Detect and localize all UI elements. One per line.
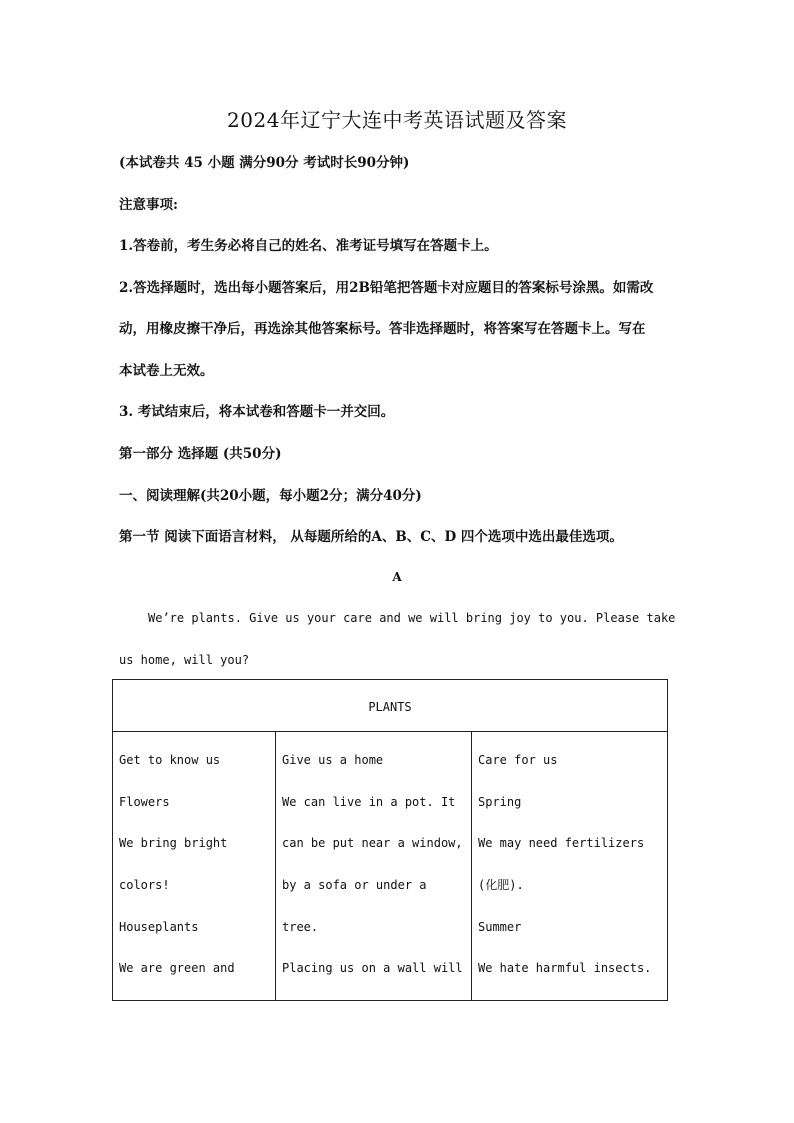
- table-cell: (化肥).: [478, 878, 524, 893]
- column-get-to-know-us: [113, 732, 276, 1001]
- column-give-us-a-home: [276, 732, 472, 1001]
- table-cell: Care for us: [478, 753, 558, 767]
- section-one-instruction: 第一节 阅读下面语言材料， 从每题所给的A、B、C、D 四个选项中选出最佳选项。: [119, 529, 623, 545]
- table-header: [113, 680, 668, 732]
- table-cell: tree.: [282, 919, 319, 934]
- table-cell: We are green and: [119, 961, 235, 976]
- passage-intro-line-2: us home, will you?: [119, 653, 250, 667]
- table-cell: Give us a home: [282, 753, 384, 767]
- page-title: 2024年辽宁大连中考英语试题及答案: [227, 108, 567, 132]
- table-cell: We hate harmful insects.: [478, 961, 652, 976]
- table-cell: We may need fertilizers: [478, 836, 645, 851]
- notice-item-2-line-1: 2.答选择题时，选出每小题答案后，用2B铅笔把答题卡对应题目的答案标号涂黑。如需改: [119, 280, 654, 296]
- exam-info: (本试卷共 45 小题 满分90分 考试时长90分钟): [119, 155, 410, 171]
- notice-item-2-line-3: 本试卷上无效。: [119, 363, 214, 379]
- table-cell: Spring: [478, 794, 522, 809]
- notice-heading: 注意事项:: [119, 197, 178, 213]
- table-cell: Flowers: [119, 794, 170, 809]
- notice-item-2-line-2: 动，用橡皮擦干净后，再选涂其他答案标号。答非选择题时，将答案写在答题卡上。写在: [119, 321, 646, 337]
- section-one-heading: 一、阅读理解(共20小题，每小题2分；满分40分): [119, 488, 422, 504]
- table-cell: Houseplants: [119, 919, 199, 934]
- passage-label: A: [392, 570, 402, 584]
- table-cell: We bring bright: [119, 836, 228, 851]
- notice-item-3: 3. 考试结束后，将本试卷和答题卡一并交回。: [119, 404, 395, 420]
- table-cell: can be put near a window,: [282, 836, 463, 851]
- table-header-label: PLANTS: [368, 699, 412, 714]
- table-cell: by a sofa or under a: [282, 878, 427, 893]
- notice-item-1: 1.答卷前，考生务必将自己的姓名、准考证号填写在答题卡上。: [119, 238, 498, 254]
- table-cell: Get to know us: [119, 753, 221, 767]
- passage-intro-line-1: We’re plants. Give us your care and we will bring joy to you. Please take: [148, 611, 676, 625]
- table-cell: We can live in a pot. It: [282, 794, 456, 809]
- table-cell: Placing us on a wall will: [282, 961, 463, 976]
- column-care-for-us: [472, 732, 668, 1001]
- table-cell: Summer: [478, 919, 522, 934]
- part-one-heading: 第一部分 选择题 (共50分): [119, 446, 282, 462]
- table-cell: colors!: [119, 878, 170, 893]
- plants-table: [112, 679, 668, 1001]
